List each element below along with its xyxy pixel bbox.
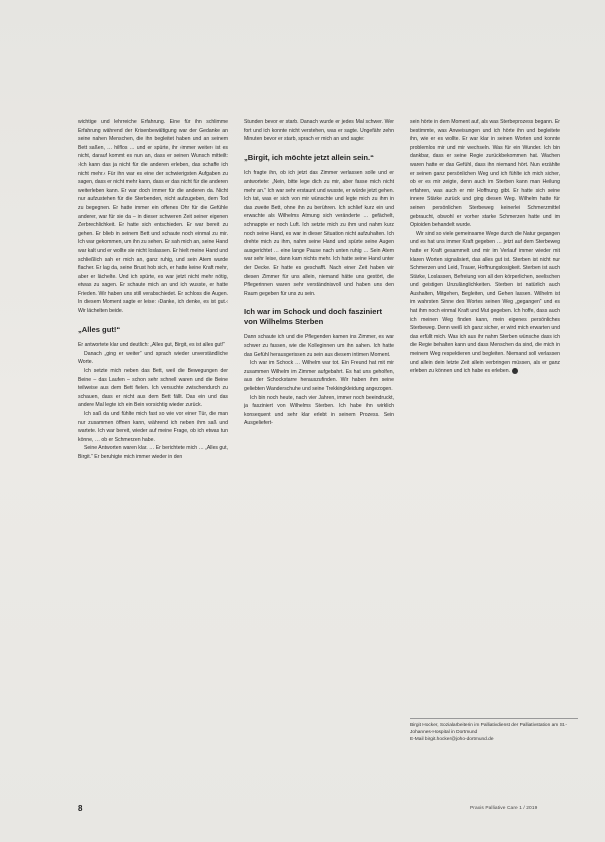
- body-paragraph: sein hörte in dem Moment auf, als was Sterbeprozess begann. Er bestimmte, was Anweisungen und ich hörte ihn und begleitete ihn, wie er es wollte. Er war klar in seinen Worten und konnte problemlos mir und mir wechseln. Was für ein Wunder. Ich bin dankbar, dass er seine Regie zurückbekommen hat. Wachen waren hatte er das Gefühl, dass ihn niemand hört. Nun erzählte er seinen ganz persönlichen Weg und ich fühlte ich mich sicher, ob er es mir zeigte, denn auch im Sterben kann man Heilung erfahren, was auch er mir Hoffnung gibt. Er hatte sich seine innere Stärke zurück und ging diesen Weg. Wilhelm hatte für seinen persönlichen Sterbeweg keinerlei Schmerzmittel gebraucht, obwohl er vorher starke Schmerzen hatte und im Opioiden behandelt wurde.: [410, 119, 560, 229]
- page-number: 8: [78, 804, 83, 813]
- author-bio-text: Birgit Hocker, Sozialarbeiterin im Palliativdienst der Palliativstation am St.-Johannes-Hospital in Dortmund: [410, 723, 568, 736]
- subheading: Ich war im Schock und doch fasziniert von Wilhelms Sterben: [244, 307, 382, 326]
- text-column-1: [78, 118, 228, 462]
- body-paragraph: Ich bin noch heute, nach vier Jahren, immer noch beeindruckt, ja fasziniert von Wilhelms Sterben. Ich habe ihn wirklich konsequent und sehr klar erlebt in seinem Prozess. Sein Ausgeliefert-: [244, 394, 394, 427]
- subheading: „Birgit, ich möchte jetzt allein sein.“: [244, 152, 374, 162]
- body-paragraph: Stunden bevor er starb. Danach wurde er jedes Mal schwer. Wer fort und ich konnte nicht verstehen, was er sagte. Ungefähr zehn Minuten bevor er starb, sprach er mich an und sagte:: [244, 119, 394, 143]
- body-paragraph: Wir sind so viele gemeinsame Wege durch die Natur gegangen und es hat uns immer Kraft gegeben … jetzt auf dem Sterbeweg hatte er Kraft gesammelt und mir im Verlauf immer wieder mit klaren Worten signalisiert, das alles gut ist. Sterben ist nicht nur Schmerzen und Leid, Trauer, Hoffnungslosigkeit. Sterben ist auch Stärke, Loslassen, Befreiung von all den körperlichen, seelischen und geistigen Unzulänglichkeiten. Sterben ist natürlich auch Aushalten, Mitgehen, Begleiten, und Gehen lassen. Wilhelm ist im wahrsten Sinne des Wortes seinen Weg „gegangen“ und es hat ihm noch einmal Kraft und Mut gegeben. Ich hoffe, dass auch ich meinen Weg finden kann, mein eigenes persönliches Sterbeweg. Denn weiß ich ganz sicher, er wird mich erwarten und das erfüllt mich. Was ich aus ihr nahm Sterben wünsche dass ich die Regie behalten kann und dass Menschen da sind, die mich in meinem Weg respektieren und begleiten. Niemand soll verlassen und allein dein letzte Zeit allein verbringen müssen, als er ganz erleben zu können und ich habe es erleben.: [410, 230, 560, 375]
- body-paragraph: Seine Antworten waren klar. … Er berichtete mich … „Alles gut, Birgit.“ Er beruhigte mich immer wieder in den: [78, 445, 228, 460]
- author-bio: [410, 718, 578, 744]
- body-paragraph: Er antwortete klar und deutlich: „Alles gut, Birgit, es ist alles gut!“: [78, 342, 225, 349]
- text-column-2: [244, 118, 394, 428]
- subheading: „Alles gut!“: [78, 324, 121, 334]
- author-email: E-Mail birgit.hocker@joho-dortmund.de: [410, 737, 494, 743]
- body-paragraph: Danach „ging er weiter“ und sprach wieder unverständliche Worte.: [78, 350, 228, 366]
- body-paragraph: Dann schaute ich und die Pflegenden kamen ins Zimmer, es war schwer zu fassen, wie die Kolleginnen um ihn sahen. Ich hatte das Gefühl herausgerissen zu sein aus diesem intimen Moment.: [244, 334, 394, 358]
- text-column-3: [410, 118, 560, 376]
- article-end-icon: [512, 368, 518, 374]
- body-paragraph: Ich setzte mich neben das Bett, weil die Bewegungen der Beine – das Laufen – schon sehr schnell waren und die Beine teilweise aus dem Bett fielen. Ich versuchte zwischendurch zu schauen, dass er nicht aus dem Bett fällt. Das ein und das andere Mal legte ich ein Bein vorsichtig wieder zurück.: [78, 368, 228, 409]
- body-paragraph: Ich fragte ihn, ob ich jetzt das Zimmer verlassen solle und er antwortete: „Nein, bitte lege dich zu mir, aber fasse mich nicht mehr an.“ Ich war sehr erstaunt und wusste, er würde jetzt gehen. Ich tat, was er sich von mir wünschte und legte mich zu ihm in das zweite Bett, ohne ihn zu berühren. Ich schlief kurz ein und erwachte als Wilhelms Atmung sich veränderte … gefächelt, schnappte er noch Luft. Ich setzte mich zu ihm und nahm kurz noch seine Hand, es war in dieser Situation nicht aufzuhalten. Ich drehte mich zu ihm, nahm seine Hand und spürte seine Augen ausgerichtet … eine lange Pause nach unten ruhig … Sein Atem war sehr leise, dann kam nichts mehr. Ich hatte seine Hand unter der Decke. Er hatte es geschafft. Nach einer Zeit haben wir diesen Zimmer für uns allein, niemand hätte uns gestört, die Pflegerinnen waren sehr verständnisvoll und haben uns den Raum gegeben für uns zu sein.: [244, 170, 394, 297]
- journal-footer: Praxis Palliative Care 1 / 2019: [470, 806, 538, 811]
- body-paragraph: Ich war im Schock … Wilhelm war tot. Ein Freund hat mit mir zusammen Wilhelm im Zimmer aufgebahrt. Es hat uns geholfen, aus der Schockstarre herauszufinden. Wir haben ihm seine geliebten Wanderschuhe und seine Trekkingkleidung angezogen.: [244, 360, 394, 393]
- body-paragraph: wichtige und lehrreiche Erfahrung. Eine für ihn schlimme Erfahrung während der Krisenbewältigung war der Gedanke an seine nahen Menschen, die ihn begleitet haben und an seinem Bett saßen, … hilflos … und er spürte, ihr ›immer weiter‹ ist es nicht, darauf kommt es nun an, dass er seinen Wunsch mitteilt: ›Ich kann das ja nicht für die anderen erleben, das schaffe ich nicht mehr.‹ Für ihn war es eine der schwierigsten Aufgaben zu sagen, dass er nicht mehr kann, dass er das nicht für die anderen weiterleben kann. Er war doch immer für die anderen da. Nicht nur aufzustehen für die Sterbenden, nicht aufzugeben, dem Tod zu begegnen. Er hatte immer ein offenes Ohr für die Gefühle anderer, war für sie da – in dieser schweren Zeit seiner eigenen Zerbrechlichkeit. Er hatte sich entschieden. Er war bereit zu gehen. Er blieb in seinem Bett und schaute noch einmal zu mir. Ich war gekommen, um ihn zu sehen. Er sah mich an, seine Hand war kalt und er wollte sie nicht loslassen. Er hielt meine Hand und schließlich sah er mich an, ganz ruhig, und sein Atem wurde flacher. Er lag da, seine Brust hob sich, er hatte keine Kraft mehr, aber er lächelte. Und ich spürte, es war jetzt nicht mehr nötig, etwas zu sagen. Er schaute mich an und ich wusste, er hatte Frieden. Wir haben uns still verabschiedet. Er schloss die Augen. In diesem Moment sagte er leise: ›Danke, ich denke, es ist gut.‹ Wir lächelten beide.: [78, 119, 229, 315]
- body-paragraph: Ich saß da und fühlte mich fast so wie vor einer Tür, die man nur zusammen öffnen kann, während ich neben ihm saß und wartete. Ich war bereit, wieder auf meine Frage, ob ich etwas tun könne, … ob er Schmerzen habe.: [78, 411, 228, 443]
